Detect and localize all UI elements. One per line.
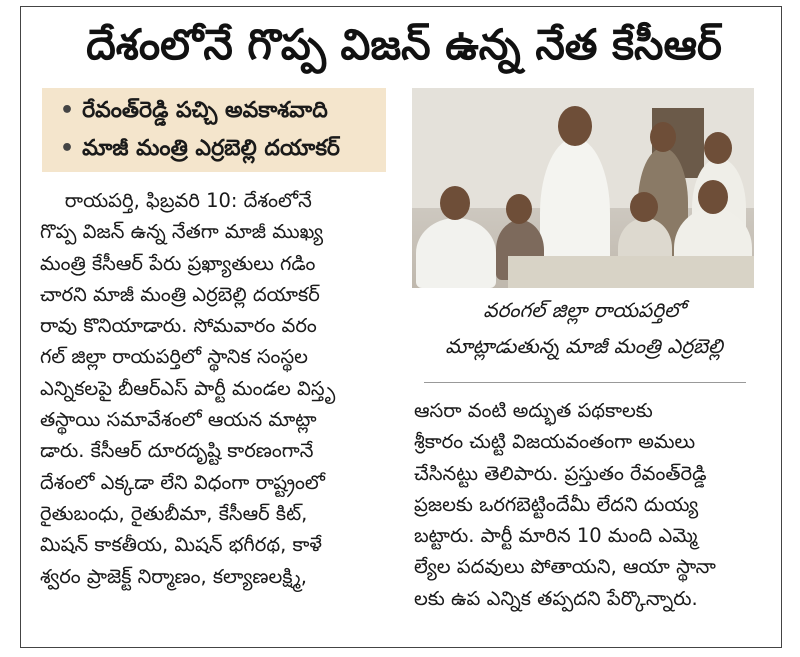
body-line: బట్టారు. పార్టీ మారిన 10 మంది ఎమ్మె bbox=[414, 524, 698, 548]
body-line: దేశంలో ఎక్కడా లేని విధంగా రాష్ట్రంలో bbox=[40, 470, 326, 494]
bullet-icon: • bbox=[60, 136, 75, 161]
body-line: గొప్ప విజన్ ఉన్న నేతగా మాజీ ముఖ్య bbox=[40, 220, 324, 244]
body-line: చారని మాజీ మంత్రి ఎర్రబెల్లి దయాకర్ bbox=[40, 282, 320, 306]
body-line: తస్థాయి సమావేశంలో ఆయన మాట్లా bbox=[40, 408, 317, 432]
body-line: ఆసరా వంటి అద్భుత పథకాలకు bbox=[414, 399, 653, 422]
subhead-text: రేవంత్‌రెడ్డి పచ్చి అవకాశవాది bbox=[82, 98, 328, 123]
body-line: శ్వరం ప్రాజెక్ట్ నిర్మాణం, కల్యాణలక్ష్మి, bbox=[40, 564, 307, 588]
caption-line: వరంగల్ జిల్లా రాయపర్తిలో bbox=[483, 298, 685, 322]
body-line: గల్ జిల్లా రాయపర్తిలో స్థానిక సంస్థల bbox=[40, 345, 308, 369]
body-line: రావు కొనియాడారు. సోమవారం వరం bbox=[40, 314, 317, 338]
body-line: మిషన్ కాకతీయ, మిషన్ భగీరథ, కాళే bbox=[40, 533, 322, 557]
headline: దేశంలోనే గొప్ప విజన్ ఉన్న నేత కేసీఆర్ bbox=[86, 20, 722, 69]
subhead-text: మాజీ మంత్రి ఎర్రబెల్లి దయాకర్ bbox=[82, 136, 340, 161]
photo-person-head bbox=[704, 132, 732, 164]
photo-speaker-head bbox=[558, 106, 592, 146]
body-line: చేసినట్టు తెలిపారు. ప్రస్తుతం రేవంత్‌రెడ్డి bbox=[414, 461, 707, 485]
subhead-item bbox=[60, 132, 380, 166]
subhead-item bbox=[60, 94, 380, 128]
body-line: శ్రీకారం చుట్టి విజయవంతంగా అమలు bbox=[414, 430, 696, 454]
body-line: ల్యేల పదవులు పోతాయని, ఆయా స్థానా bbox=[414, 555, 716, 579]
body-line: లకు ఉప ఎన్నిక తప్పదని పేర్కొన్నారు. bbox=[414, 586, 698, 610]
photo-person-head bbox=[698, 180, 728, 214]
body-column-right bbox=[414, 395, 754, 614]
subheads-box bbox=[42, 88, 386, 172]
body-line: ప్రజలకు ఒరగబెట్టిందేమీ లేదని దుయ్య bbox=[414, 492, 699, 516]
photo-person-head bbox=[650, 122, 676, 152]
photo-person-head bbox=[506, 194, 532, 224]
body-line: మంత్రి కేసీఆర్ పేరు ప్రఖ్యాతులు గడిం bbox=[40, 251, 316, 275]
body-line: రాయపర్తి, ఫిబ్రవరి 10: దేశంలోనే bbox=[40, 189, 312, 212]
caption-line: మాట్లాడుతున్న మాజీ మంత్రి ఎర్రబెల్లి bbox=[445, 334, 723, 358]
body-column-left bbox=[40, 185, 390, 592]
caption-divider bbox=[424, 382, 746, 383]
photo-person-head bbox=[630, 192, 658, 222]
body-line: డారు. కేసీఆర్ దూరదృష్టి కారణంగానే bbox=[40, 439, 314, 463]
photo-table bbox=[508, 256, 754, 288]
photo-person bbox=[416, 218, 496, 288]
news-photo bbox=[412, 88, 754, 288]
body-line: ఎన్నికలపై బీఆర్ఎస్ పార్టీ మండల విస్తృ bbox=[40, 376, 336, 400]
photo-caption bbox=[416, 292, 752, 364]
photo-person-head bbox=[440, 186, 470, 220]
bullet-icon: • bbox=[60, 98, 75, 123]
body-line: రైతుబంధు, రైతుబీమా, కేసీఆర్ కిట్, bbox=[40, 501, 308, 525]
